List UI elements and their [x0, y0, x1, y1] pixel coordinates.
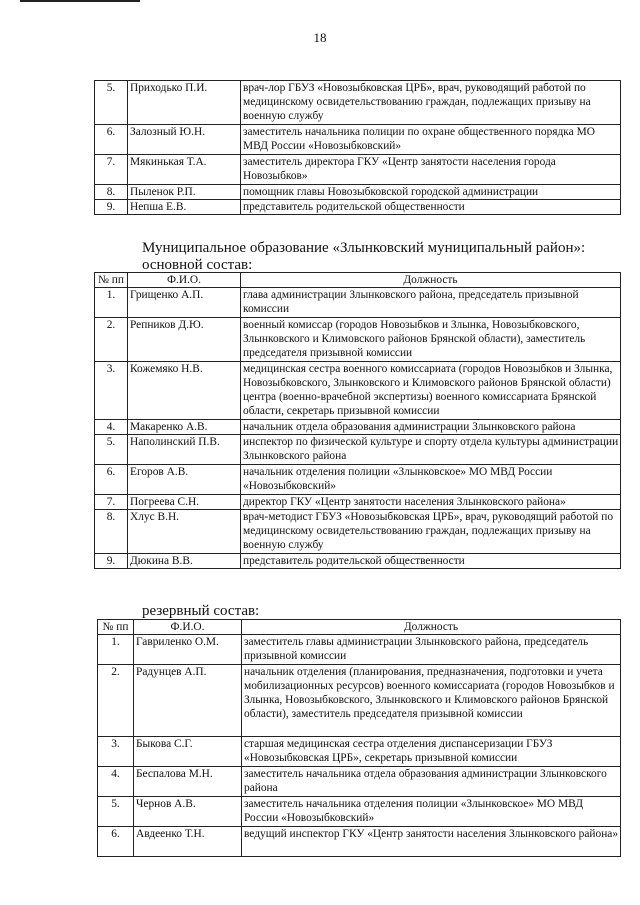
row-number: 6.: [95, 125, 128, 155]
table-row: [95, 435, 621, 465]
person-name: Быкова С.Г.: [134, 737, 242, 767]
row-number: 6.: [98, 827, 134, 857]
person-position: заместитель начальника полиции по охране общественного порядка МО МВД России «Новозыбковский»: [241, 125, 621, 155]
col-header-num: № пп: [98, 620, 134, 635]
table-row: [95, 510, 621, 554]
person-position: инспектор по физической культуре и спорту отдела культуры администрации Злынковского района: [241, 435, 621, 465]
section-heading-main: Муниципальное образование «Злынковский муниципальный район»:: [142, 240, 586, 256]
person-position: ведущий инспектор ГКУ «Центр занятости населения Злынковского района»: [242, 827, 621, 857]
person-name: Залозный Ю.Н.: [128, 125, 241, 155]
person-position: заместитель начальника отделения полиции «Злынковское» МО МВД России «Новозыбковский»: [242, 797, 621, 827]
table-row: [98, 737, 621, 767]
page-number: 18: [313, 30, 327, 45]
person-name: Репников Д.Ю.: [128, 318, 241, 362]
row-number: 5.: [95, 81, 128, 125]
table-row: [95, 288, 621, 318]
person-position: директор ГКУ «Центр занятости населения Злынковского района»: [241, 495, 621, 510]
person-name: Грищенко А.П.: [128, 288, 241, 318]
person-position: глава администрации Злынковского района, председатель призывной комиссии: [241, 288, 621, 318]
table-row: [95, 495, 621, 510]
table-row: [95, 125, 621, 155]
person-name: Дюкина В.В.: [128, 554, 241, 569]
person-position: медицинская сестра военного комиссариата (городов Новозыбков и Злынка, Новозыбковского, Злынковского и Климовского районов Брянской области) центра (военно-врачебной экспертизы) военного комиссариата Брянской области, секретарь призывной комиссии: [241, 362, 621, 420]
table-main-composition: [94, 272, 621, 569]
row-number: 1.: [98, 635, 134, 665]
person-name: Пыленок Р.П.: [128, 185, 241, 200]
row-number: 2.: [98, 665, 134, 737]
row-number: 6.: [95, 465, 128, 495]
table-row: [95, 554, 621, 569]
person-position: начальник отделения (планирования, предназначения, подготовки и учета мобилизационных ресурсов) военного комиссариата (городов Новозыбков и Злынка, Новозыбковского, Злынковского и Климовского районов Брянской области), заместитель председателя призывной комиссии: [242, 665, 621, 737]
person-position: помощник главы Новозыбковской городской администрации: [241, 185, 621, 200]
person-position: представитель родительской общественности: [241, 200, 621, 215]
person-name: Радунцев А.П.: [134, 665, 242, 737]
table-row: [95, 200, 621, 215]
col-header-name: Ф.И.О.: [128, 273, 241, 288]
row-number: 9.: [95, 554, 128, 569]
table-row: [95, 420, 621, 435]
person-name: Непша Е.В.: [128, 200, 241, 215]
table-row: [95, 81, 621, 125]
table-row: [98, 827, 621, 857]
row-number: 5.: [98, 797, 134, 827]
table-row: [95, 465, 621, 495]
table-reserve-composition: [97, 619, 621, 857]
row-number: 8.: [95, 510, 128, 554]
person-name: Наполинский П.В.: [128, 435, 241, 465]
col-header-position: Должность: [241, 273, 621, 288]
person-position: заместитель директора ГКУ «Центр занятости населения города Новозыбков»: [241, 155, 621, 185]
table-row: [95, 362, 621, 420]
row-number: 4.: [98, 767, 134, 797]
section-heading-reserve: резервный состав:: [142, 603, 260, 619]
person-name: Беспалова М.Н.: [134, 767, 242, 797]
table-row: [95, 155, 621, 185]
person-position: военный комиссар (городов Новозыбков и Злынка, Новозыбковского, Злынковского и Климовского районов Брянской области), заместитель председателя призывной комиссии: [241, 318, 621, 362]
col-header-name: Ф.И.О.: [134, 620, 242, 635]
row-number: 8.: [95, 185, 128, 200]
person-name: Гавриленко О.М.: [134, 635, 242, 665]
row-number: 4.: [95, 420, 128, 435]
row-number: 3.: [98, 737, 134, 767]
person-name: Приходько П.И.: [128, 81, 241, 125]
top-rule: [20, 0, 140, 2]
row-number: 3.: [95, 362, 128, 420]
person-position: начальник отдела образования администрации Злынковского района: [241, 420, 621, 435]
row-number: 5.: [95, 435, 128, 465]
person-name: Погреева С.Н.: [128, 495, 241, 510]
person-position: начальник отделения полиции «Злынковское» МО МВД России «Новозыбковский»: [241, 465, 621, 495]
row-number: 9.: [95, 200, 128, 215]
table-row: [98, 665, 621, 737]
person-name: Мякинькая Т.А.: [128, 155, 241, 185]
table-row: [95, 185, 621, 200]
row-number: 7.: [95, 155, 128, 185]
person-position: заместитель главы администрации Злынковского района, председатель призывной комиссии: [242, 635, 621, 665]
row-number: 2.: [95, 318, 128, 362]
person-position: врач-методист ГБУЗ «Новозыбковская ЦРБ», врач, руководящий работой по медицинскому освидетельствованию граждан, подлежащих призыву на военную службу: [241, 510, 621, 554]
person-position: заместитель начальника отдела образования администрации Злынковского района: [242, 767, 621, 797]
table-row: [98, 767, 621, 797]
table-row: [98, 797, 621, 827]
person-name: Егоров А.В.: [128, 465, 241, 495]
section-subheading-main: основной состав:: [142, 257, 253, 273]
table-row: [95, 318, 621, 362]
row-number: 7.: [95, 495, 128, 510]
table-continuation: [94, 80, 621, 215]
person-name: Макаренко А.В.: [128, 420, 241, 435]
person-position: врач-лор ГБУЗ «Новозыбковская ЦРБ», врач, руководящий работой по медицинскому освидетельствованию граждан, подлежащих призыву на военную службу: [241, 81, 621, 125]
person-name: Чернов А.В.: [134, 797, 242, 827]
person-name: Авдеенко Т.Н.: [134, 827, 242, 857]
person-position: старшая медицинская сестра отделения диспансеризации ГБУЗ «Новозыбковская ЦРБ», секретарь призывной комиссии: [242, 737, 621, 767]
col-header-num: № пп: [95, 273, 128, 288]
person-position: представитель родительской общественности: [241, 554, 621, 569]
row-number: 1.: [95, 288, 128, 318]
person-name: Кожемяко Н.В.: [128, 362, 241, 420]
col-header-position: Должность: [242, 620, 621, 635]
table-row: [98, 635, 621, 665]
person-name: Хлус В.Н.: [128, 510, 241, 554]
